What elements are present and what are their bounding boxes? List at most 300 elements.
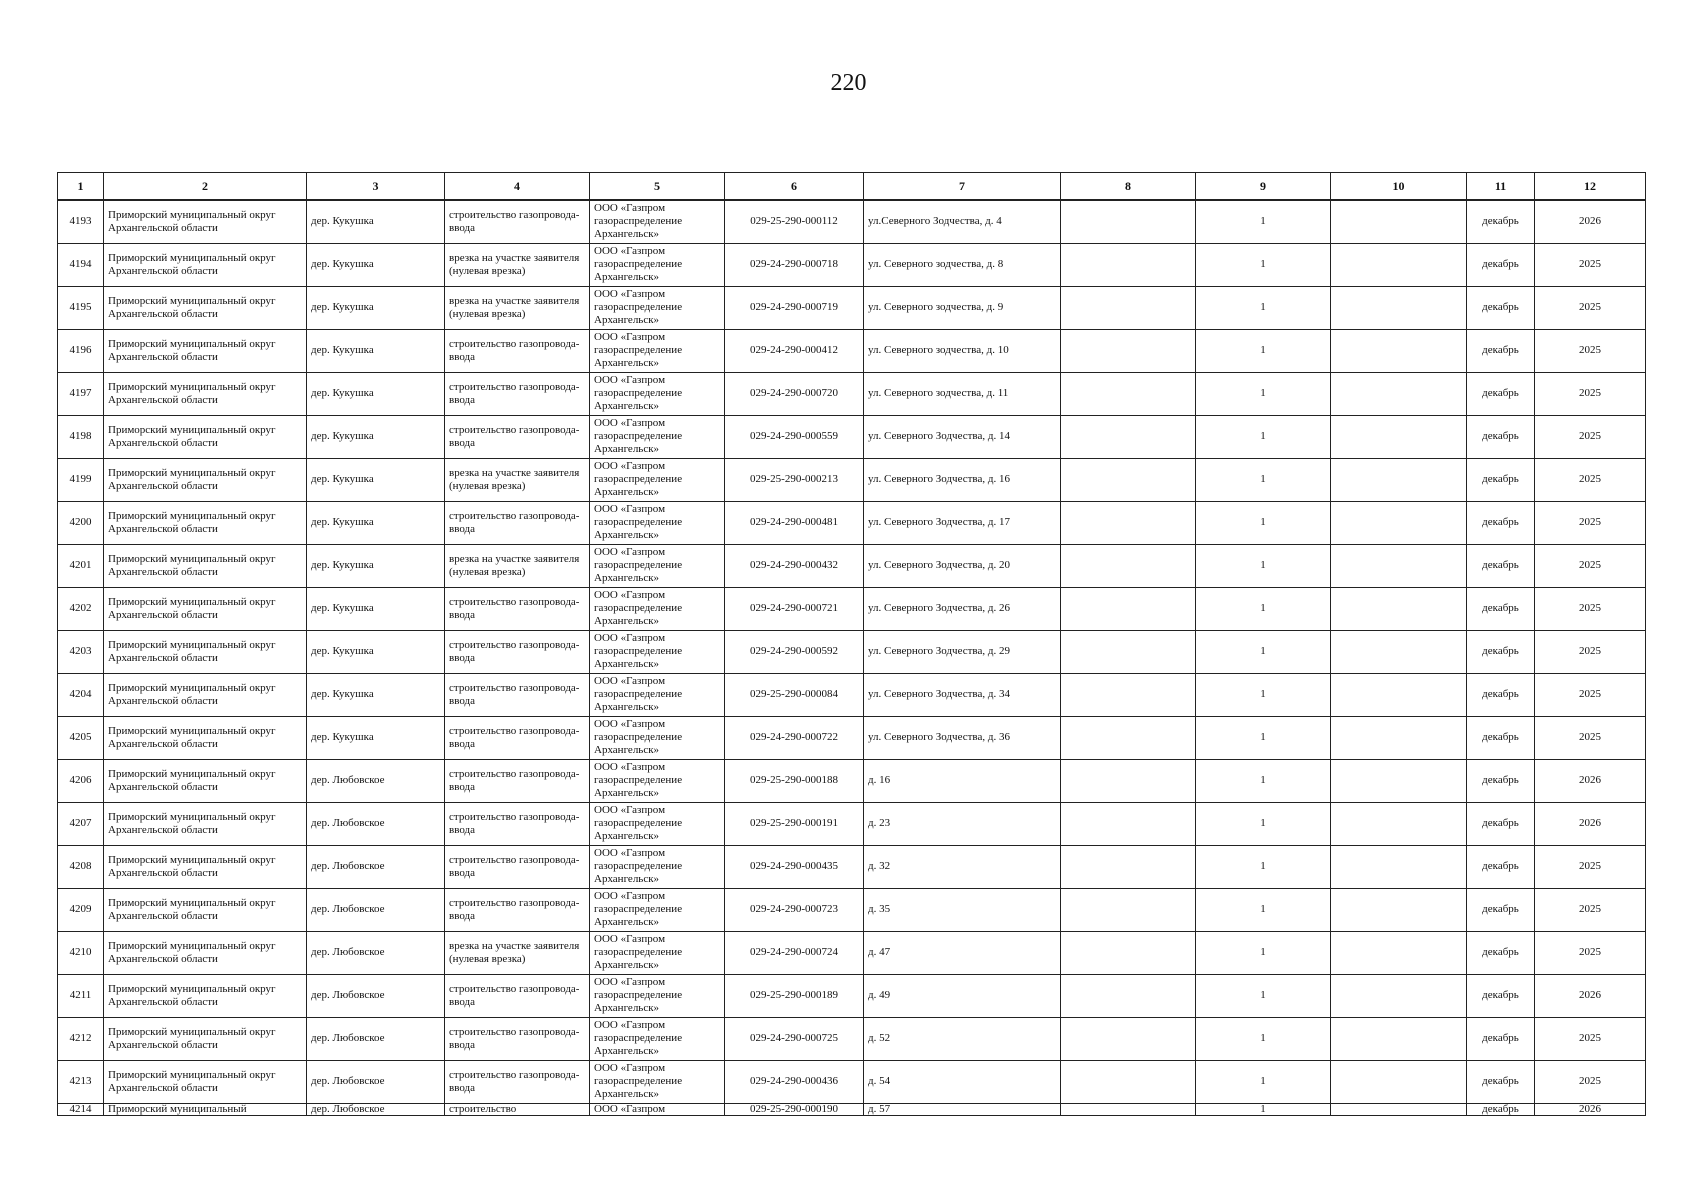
table-row [58, 544, 1646, 587]
cell-month: декабрь [1467, 329, 1535, 372]
column-header-1: 1 [58, 173, 104, 201]
table-row [58, 329, 1646, 372]
cell-quantity: 1 [1196, 974, 1331, 1017]
cell-year: 2026 [1535, 1103, 1646, 1115]
cell-application-code: 029-25-290-000191 [725, 802, 864, 845]
cell-col-10 [1331, 286, 1467, 329]
cell-quantity: 1 [1196, 458, 1331, 501]
cell-month: декабрь [1467, 845, 1535, 888]
cell-year: 2025 [1535, 372, 1646, 415]
cell-row-number: 4209 [58, 888, 104, 931]
cell-col-8 [1061, 501, 1196, 544]
cell-month: декабрь [1467, 544, 1535, 587]
cell-work-type: строительство газопровода-ввода [445, 630, 590, 673]
table-row [58, 372, 1646, 415]
cell-month: декабрь [1467, 415, 1535, 458]
header-row [58, 173, 1646, 201]
cell-month: декабрь [1467, 673, 1535, 716]
cell-row-number: 4213 [58, 1060, 104, 1103]
cell-settlement: дер. Любовское [307, 1060, 445, 1103]
cell-row-number: 4212 [58, 1017, 104, 1060]
cell-year: 2026 [1535, 759, 1646, 802]
cell-month: декабрь [1467, 286, 1535, 329]
cell-col-8 [1061, 759, 1196, 802]
cell-work-type: строительство газопровода-ввода [445, 673, 590, 716]
cell-organization: ООО «Газпром газораспределение Архангельск» [590, 759, 725, 802]
cell-address: ул. Северного зодчества, д. 9 [864, 286, 1061, 329]
cell-col-8 [1061, 888, 1196, 931]
cell-quantity: 1 [1196, 243, 1331, 286]
cell-address: ул. Северного зодчества, д. 10 [864, 329, 1061, 372]
cell-address: д. 35 [864, 888, 1061, 931]
cell-col-8 [1061, 974, 1196, 1017]
cell-municipality: Приморский муниципальный округ Архангельской области [104, 243, 307, 286]
cell-work-type: строительство газопровода-ввода [445, 415, 590, 458]
cell-municipality: Приморский муниципальный округ Архангельской области [104, 587, 307, 630]
cell-organization: ООО «Газпром газораспределение Архангельск» [590, 372, 725, 415]
cell-settlement: дер. Кукушка [307, 329, 445, 372]
table-row [58, 630, 1646, 673]
cell-organization: ООО «Газпром газораспределение Архангельск» [590, 458, 725, 501]
cell-application-code: 029-24-290-000432 [725, 544, 864, 587]
cell-quantity: 1 [1196, 931, 1331, 974]
cell-quantity: 1 [1196, 329, 1331, 372]
cell-quantity: 1 [1196, 802, 1331, 845]
cell-col-8 [1061, 587, 1196, 630]
cell-address: д. 23 [864, 802, 1061, 845]
cell-work-type: строительство газопровода-ввода [445, 759, 590, 802]
cell-municipality: Приморский муниципальный округ Архангельской области [104, 286, 307, 329]
cell-application-code: 029-24-290-000721 [725, 587, 864, 630]
cell-application-code: 029-24-290-000436 [725, 1060, 864, 1103]
cell-col-10 [1331, 931, 1467, 974]
cell-row-number: 4211 [58, 974, 104, 1017]
cell-year: 2025 [1535, 587, 1646, 630]
table-body [58, 200, 1646, 1115]
table-row [58, 587, 1646, 630]
cell-application-code: 029-24-290-000481 [725, 501, 864, 544]
cell-year: 2025 [1535, 286, 1646, 329]
cell-col-10 [1331, 888, 1467, 931]
cell-organization: ООО «Газпром газораспределение Архангельск» [590, 415, 725, 458]
table-row [58, 501, 1646, 544]
cell-col-10 [1331, 716, 1467, 759]
cell-application-code: 029-24-290-000723 [725, 888, 864, 931]
table-row [58, 200, 1646, 243]
cell-work-type: строительство газопровода-ввода [445, 888, 590, 931]
cell-municipality: Приморский муниципальный округ Архангельской области [104, 888, 307, 931]
cell-col-8 [1061, 1103, 1196, 1115]
cell-quantity: 1 [1196, 372, 1331, 415]
cell-row-number: 4200 [58, 501, 104, 544]
cell-col-8 [1061, 286, 1196, 329]
cell-application-code: 029-25-290-000084 [725, 673, 864, 716]
cell-application-code: 029-25-290-000112 [725, 200, 864, 243]
cell-quantity: 1 [1196, 888, 1331, 931]
cell-row-number: 4198 [58, 415, 104, 458]
cell-year: 2025 [1535, 931, 1646, 974]
cell-organization: ООО «Газпром газораспределение Архангельск» [590, 286, 725, 329]
cell-work-type: строительство [445, 1103, 590, 1115]
cell-work-type: врезка на участке заявителя (нулевая врезка) [445, 931, 590, 974]
cell-address: ул. Северного Зодчества, д. 17 [864, 501, 1061, 544]
cell-month: декабрь [1467, 888, 1535, 931]
table-row [58, 673, 1646, 716]
cell-municipality: Приморский муниципальный округ Архангельской области [104, 329, 307, 372]
cell-municipality: Приморский муниципальный округ Архангельской области [104, 544, 307, 587]
cell-year: 2025 [1535, 544, 1646, 587]
cell-work-type: строительство газопровода-ввода [445, 587, 590, 630]
cell-month: декабрь [1467, 587, 1535, 630]
cell-quantity: 1 [1196, 673, 1331, 716]
cell-quantity: 1 [1196, 630, 1331, 673]
cell-municipality: Приморский муниципальный округ Архангельской области [104, 200, 307, 243]
column-header-4: 4 [445, 173, 590, 201]
cell-settlement: дер. Любовское [307, 1017, 445, 1060]
table-row [58, 1103, 1646, 1115]
cell-month: декабрь [1467, 759, 1535, 802]
cell-settlement: дер. Кукушка [307, 501, 445, 544]
cell-work-type: строительство газопровода-ввода [445, 1060, 590, 1103]
cell-col-10 [1331, 630, 1467, 673]
cell-application-code: 029-24-290-000722 [725, 716, 864, 759]
table-row [58, 716, 1646, 759]
cell-month: декабрь [1467, 974, 1535, 1017]
cell-month: декабрь [1467, 1103, 1535, 1115]
cell-col-10 [1331, 458, 1467, 501]
cell-settlement: дер. Кукушка [307, 544, 445, 587]
registry-table [57, 172, 1646, 1116]
column-header-8: 8 [1061, 173, 1196, 201]
cell-col-10 [1331, 200, 1467, 243]
cell-settlement: дер. Кукушка [307, 716, 445, 759]
page-number: 220 [830, 70, 867, 96]
cell-application-code: 029-24-290-000435 [725, 845, 864, 888]
cell-col-10 [1331, 759, 1467, 802]
cell-application-code: 029-24-290-000719 [725, 286, 864, 329]
cell-col-8 [1061, 372, 1196, 415]
cell-row-number: 4196 [58, 329, 104, 372]
cell-year: 2025 [1535, 845, 1646, 888]
cell-work-type: строительство газопровода-ввода [445, 845, 590, 888]
cell-settlement: дер. Любовское [307, 931, 445, 974]
cell-col-8 [1061, 544, 1196, 587]
cell-col-8 [1061, 931, 1196, 974]
cell-month: декабрь [1467, 802, 1535, 845]
cell-row-number: 4204 [58, 673, 104, 716]
cell-settlement: дер. Любовское [307, 802, 445, 845]
cell-year: 2025 [1535, 243, 1646, 286]
table-row [58, 1017, 1646, 1060]
cell-month: декабрь [1467, 931, 1535, 974]
cell-settlement: дер. Кукушка [307, 458, 445, 501]
cell-col-10 [1331, 372, 1467, 415]
cell-work-type: строительство газопровода-ввода [445, 372, 590, 415]
cell-work-type: врезка на участке заявителя (нулевая врезка) [445, 286, 590, 329]
cell-settlement: дер. Кукушка [307, 200, 445, 243]
table-row [58, 415, 1646, 458]
table-row [58, 974, 1646, 1017]
cell-application-code: 029-24-290-000718 [725, 243, 864, 286]
cell-quantity: 1 [1196, 1017, 1331, 1060]
cell-organization: ООО «Газпром газораспределение Архангельск» [590, 845, 725, 888]
table-row [58, 888, 1646, 931]
cell-row-number: 4208 [58, 845, 104, 888]
cell-work-type: строительство газопровода-ввода [445, 1017, 590, 1060]
cell-quantity: 1 [1196, 544, 1331, 587]
table-row [58, 759, 1646, 802]
cell-year: 2026 [1535, 802, 1646, 845]
cell-application-code: 029-25-290-000190 [725, 1103, 864, 1115]
cell-organization: ООО «Газпром газораспределение Архангельск» [590, 931, 725, 974]
cell-row-number: 4210 [58, 931, 104, 974]
column-header-11: 11 [1467, 173, 1535, 201]
cell-quantity: 1 [1196, 1103, 1331, 1115]
cell-col-8 [1061, 1060, 1196, 1103]
cell-settlement: дер. Любовское [307, 1103, 445, 1115]
cell-municipality: Приморский муниципальный округ Архангельской области [104, 1017, 307, 1060]
cell-settlement: дер. Кукушка [307, 286, 445, 329]
cell-row-number: 4203 [58, 630, 104, 673]
cell-municipality: Приморский муниципальный округ Архангельской области [104, 716, 307, 759]
cell-application-code: 029-24-290-000724 [725, 931, 864, 974]
cell-municipality: Приморский муниципальный округ Архангельской области [104, 673, 307, 716]
cell-month: декабрь [1467, 630, 1535, 673]
cell-year: 2025 [1535, 673, 1646, 716]
cell-work-type: строительство газопровода-ввода [445, 200, 590, 243]
cell-address: ул. Северного Зодчества, д. 29 [864, 630, 1061, 673]
cell-year: 2026 [1535, 974, 1646, 1017]
cell-address: ул. Северного Зодчества, д. 36 [864, 716, 1061, 759]
table-row [58, 1060, 1646, 1103]
cell-work-type: врезка на участке заявителя (нулевая врезка) [445, 243, 590, 286]
cell-quantity: 1 [1196, 415, 1331, 458]
cell-work-type: строительство газопровода-ввода [445, 329, 590, 372]
cell-year: 2025 [1535, 630, 1646, 673]
cell-municipality: Приморский муниципальный округ Архангельской области [104, 931, 307, 974]
column-header-2: 2 [104, 173, 307, 201]
cell-year: 2025 [1535, 1060, 1646, 1103]
cell-col-8 [1061, 630, 1196, 673]
column-header-7: 7 [864, 173, 1061, 201]
cell-col-8 [1061, 200, 1196, 243]
cell-address: д. 49 [864, 974, 1061, 1017]
cell-municipality: Приморский муниципальный округ Архангельской области [104, 372, 307, 415]
cell-col-8 [1061, 243, 1196, 286]
cell-row-number: 4195 [58, 286, 104, 329]
cell-settlement: дер. Кукушка [307, 587, 445, 630]
cell-quantity: 1 [1196, 501, 1331, 544]
cell-col-10 [1331, 1060, 1467, 1103]
cell-settlement: дер. Кукушка [307, 372, 445, 415]
cell-organization: ООО «Газпром газораспределение Архангельск» [590, 974, 725, 1017]
cell-month: декабрь [1467, 716, 1535, 759]
cell-col-10 [1331, 544, 1467, 587]
cell-address: д. 57 [864, 1103, 1061, 1115]
cell-address: ул.Северного Зодчества, д. 4 [864, 200, 1061, 243]
cell-address: ул. Северного Зодчества, д. 26 [864, 587, 1061, 630]
cell-row-number: 4199 [58, 458, 104, 501]
cell-address: д. 47 [864, 931, 1061, 974]
cell-settlement: дер. Кукушка [307, 630, 445, 673]
cell-row-number: 4207 [58, 802, 104, 845]
cell-row-number: 4201 [58, 544, 104, 587]
cell-quantity: 1 [1196, 845, 1331, 888]
cell-year: 2026 [1535, 200, 1646, 243]
cell-organization: ООО «Газпром газораспределение Архангельск» [590, 544, 725, 587]
cell-col-8 [1061, 673, 1196, 716]
cell-address: д. 32 [864, 845, 1061, 888]
cell-address: ул. Северного зодчества, д. 11 [864, 372, 1061, 415]
cell-year: 2025 [1535, 716, 1646, 759]
cell-col-10 [1331, 1017, 1467, 1060]
cell-settlement: дер. Кукушка [307, 415, 445, 458]
cell-settlement: дер. Любовское [307, 888, 445, 931]
cell-address: ул. Северного зодчества, д. 8 [864, 243, 1061, 286]
table-row [58, 845, 1646, 888]
cell-col-10 [1331, 802, 1467, 845]
cell-quantity: 1 [1196, 286, 1331, 329]
cell-row-number: 4205 [58, 716, 104, 759]
cell-address: ул. Северного Зодчества, д. 14 [864, 415, 1061, 458]
cell-application-code: 029-24-290-000592 [725, 630, 864, 673]
cell-organization: ООО «Газпром газораспределение Архангельск» [590, 716, 725, 759]
cell-col-8 [1061, 716, 1196, 759]
cell-organization: ООО «Газпром [590, 1103, 725, 1115]
cell-municipality: Приморский муниципальный округ Архангельской области [104, 974, 307, 1017]
cell-col-8 [1061, 802, 1196, 845]
cell-municipality: Приморский муниципальный округ Архангельской области [104, 759, 307, 802]
cell-organization: ООО «Газпром газораспределение Архангельск» [590, 200, 725, 243]
cell-work-type: строительство газопровода-ввода [445, 501, 590, 544]
cell-application-code: 029-24-290-000559 [725, 415, 864, 458]
table-row [58, 243, 1646, 286]
cell-address: ул. Северного Зодчества, д. 34 [864, 673, 1061, 716]
cell-municipality: Приморский муниципальный округ Архангельской области [104, 501, 307, 544]
cell-settlement: дер. Любовское [307, 845, 445, 888]
cell-municipality: Приморский муниципальный [104, 1103, 307, 1115]
cell-application-code: 029-24-290-000412 [725, 329, 864, 372]
cell-organization: ООО «Газпром газораспределение Архангельск» [590, 888, 725, 931]
cell-col-10 [1331, 587, 1467, 630]
cell-month: декабрь [1467, 1060, 1535, 1103]
cell-application-code: 029-25-290-000189 [725, 974, 864, 1017]
cell-month: декабрь [1467, 200, 1535, 243]
column-header-3: 3 [307, 173, 445, 201]
cell-quantity: 1 [1196, 759, 1331, 802]
cell-organization: ООО «Газпром газораспределение Архангельск» [590, 673, 725, 716]
cell-col-8 [1061, 329, 1196, 372]
cell-year: 2025 [1535, 888, 1646, 931]
cell-quantity: 1 [1196, 587, 1331, 630]
cell-year: 2025 [1535, 458, 1646, 501]
cell-organization: ООО «Газпром газораспределение Архангельск» [590, 1017, 725, 1060]
cell-municipality: Приморский муниципальный округ Архангельской области [104, 458, 307, 501]
cell-work-type: строительство газопровода-ввода [445, 716, 590, 759]
cell-application-code: 029-24-290-000720 [725, 372, 864, 415]
cell-municipality: Приморский муниципальный округ Архангельской области [104, 630, 307, 673]
cell-application-code: 029-24-290-000725 [725, 1017, 864, 1060]
cell-col-10 [1331, 329, 1467, 372]
cell-month: декабрь [1467, 243, 1535, 286]
cell-address: д. 16 [864, 759, 1061, 802]
cell-organization: ООО «Газпром газораспределение Архангельск» [590, 802, 725, 845]
cell-address: ул. Северного Зодчества, д. 16 [864, 458, 1061, 501]
cell-row-number: 4202 [58, 587, 104, 630]
cell-col-8 [1061, 415, 1196, 458]
column-header-10: 10 [1331, 173, 1467, 201]
cell-month: декабрь [1467, 458, 1535, 501]
table-row [58, 286, 1646, 329]
cell-row-number: 4214 [58, 1103, 104, 1115]
cell-quantity: 1 [1196, 716, 1331, 759]
cell-row-number: 4193 [58, 200, 104, 243]
cell-col-10 [1331, 243, 1467, 286]
cell-organization: ООО «Газпром газораспределение Архангельск» [590, 501, 725, 544]
cell-row-number: 4197 [58, 372, 104, 415]
cell-col-10 [1331, 1103, 1467, 1115]
cell-col-8 [1061, 845, 1196, 888]
cell-year: 2025 [1535, 415, 1646, 458]
cell-organization: ООО «Газпром газораспределение Архангельск» [590, 329, 725, 372]
cell-address: ул. Северного Зодчества, д. 20 [864, 544, 1061, 587]
cell-col-10 [1331, 845, 1467, 888]
cell-col-10 [1331, 673, 1467, 716]
cell-col-10 [1331, 974, 1467, 1017]
cell-address: д. 52 [864, 1017, 1061, 1060]
column-header-9: 9 [1196, 173, 1331, 201]
cell-year: 2025 [1535, 1017, 1646, 1060]
cell-quantity: 1 [1196, 1060, 1331, 1103]
cell-application-code: 029-25-290-000213 [725, 458, 864, 501]
cell-settlement: дер. Любовское [307, 974, 445, 1017]
table-row [58, 458, 1646, 501]
cell-organization: ООО «Газпром газораспределение Архангельск» [590, 1060, 725, 1103]
cell-year: 2025 [1535, 329, 1646, 372]
cell-col-10 [1331, 501, 1467, 544]
cell-col-10 [1331, 415, 1467, 458]
cell-work-type: врезка на участке заявителя (нулевая врезка) [445, 458, 590, 501]
cell-row-number: 4206 [58, 759, 104, 802]
cell-municipality: Приморский муниципальный округ Архангельской области [104, 415, 307, 458]
cell-work-type: строительство газопровода-ввода [445, 974, 590, 1017]
cell-quantity: 1 [1196, 200, 1331, 243]
table-row [58, 802, 1646, 845]
cell-year: 2025 [1535, 501, 1646, 544]
cell-municipality: Приморский муниципальный округ Архангельской области [104, 1060, 307, 1103]
cell-organization: ООО «Газпром газораспределение Архангельск» [590, 587, 725, 630]
cell-col-8 [1061, 458, 1196, 501]
cell-municipality: Приморский муниципальный округ Архангельской области [104, 802, 307, 845]
cell-municipality: Приморский муниципальный округ Архангельской области [104, 845, 307, 888]
cell-month: декабрь [1467, 1017, 1535, 1060]
cell-work-type: врезка на участке заявителя (нулевая врезка) [445, 544, 590, 587]
column-header-12: 12 [1535, 173, 1646, 201]
cell-settlement: дер. Любовское [307, 759, 445, 802]
column-header-6: 6 [725, 173, 864, 201]
cell-organization: ООО «Газпром газораспределение Архангельск» [590, 630, 725, 673]
cell-address: д. 54 [864, 1060, 1061, 1103]
cell-row-number: 4194 [58, 243, 104, 286]
cell-month: декабрь [1467, 501, 1535, 544]
cell-col-8 [1061, 1017, 1196, 1060]
cell-month: декабрь [1467, 372, 1535, 415]
cell-work-type: строительство газопровода-ввода [445, 802, 590, 845]
cell-application-code: 029-25-290-000188 [725, 759, 864, 802]
table-row [58, 931, 1646, 974]
cell-settlement: дер. Кукушка [307, 243, 445, 286]
cell-organization: ООО «Газпром газораспределение Архангельск» [590, 243, 725, 286]
